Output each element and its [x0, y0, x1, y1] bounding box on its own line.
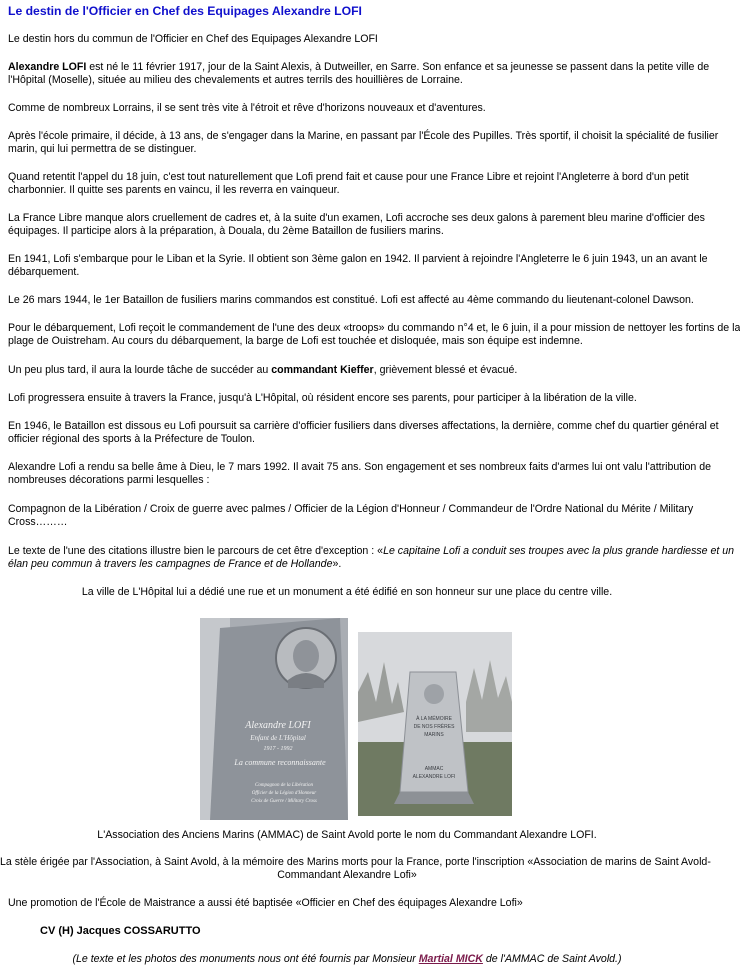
- monument-inscription: Enfant de L'Hôpital: [250, 734, 306, 742]
- monument-photo-ammac: [358, 632, 512, 816]
- paragraph-deces: [8, 461, 712, 487]
- paragraph-text: Un peu plus tard, il aura la lourde tâche de succéder au: [8, 364, 272, 376]
- paragraph-1946: [8, 420, 719, 446]
- paragraph-liberation: Lofi progressera ensuite à travers la France, jusqu'à L'Hôpital, où résident encore ses parents, pour participer à la libération de la ville.: [8, 392, 637, 404]
- paragraph-ammac: L'Association des Anciens Marins (AMMAC) de Saint Avold porte le nom du Commandant Alexandre LOFI.: [97, 829, 597, 841]
- monument-inscription: 1917 - 1992: [263, 746, 293, 752]
- paragraph-text: Compagnon de la Libération / Croix de guerre avec palmes / Officier de la Légion d'Honneur / Commandeur de l'Ordre National du Mérite / Military: [8, 503, 694, 515]
- monument-stele-illustration: [200, 618, 348, 820]
- paragraph-text: Après l'école primaire, il décide, à 13 ans, de s'engager dans la Marine, en passant par l'École des Pupilles. Très sportif, il choisit la spécialité de fusilier: [8, 130, 719, 142]
- paragraph-text: débarquement.: [8, 266, 80, 278]
- name-bold: Alexandre LOFI: [8, 61, 87, 73]
- credit-text: (Le texte et les photos des monuments nous ont été fournis par Monsieur: [72, 953, 419, 965]
- monument-inscription: Croix de Guerre / Military Cross: [251, 799, 317, 804]
- monument-inscription: MARINS: [424, 732, 444, 738]
- paragraph-text: En 1946, le Bataillon est dissous eu Lofi poursuit sa carrière d'officier fusiliers dans diverses affectations, la dernière, comme chef du quartier général et: [8, 420, 719, 432]
- paragraph-1944: Le 26 mars 1944, le 1er Bataillon de fusiliers marins commandos est constitué. Lofi est affecté au 4ème commando du lieutenant-colonel Dawson.: [8, 294, 694, 306]
- paragraph-text: officier régional des sports à la Préfecture de Toulon.: [8, 433, 255, 445]
- intro-paragraph: Le destin hors du commun de l'Officier en Chef des Equipages Alexandre LOFI: [8, 33, 378, 45]
- paragraph-monument: La ville de L'Hôpital lui a dédié une rue et un monument a été édifié en son honneur sur une place du centre ville.: [81, 586, 613, 598]
- paragraph-text: , grièvement blessé et évacué.: [373, 364, 518, 376]
- paragraph-text: La France Libre manque alors cruellement de cadres et, à la suite d'un examen, Lofi accroche ses deux galons à parement bleu marine d'officier des: [8, 212, 705, 224]
- kieffer-bold: commandant Kieffer: [271, 364, 374, 376]
- paragraph-text: ».: [332, 558, 342, 570]
- paragraph-france-libre: [8, 212, 705, 238]
- paragraph-1941: [8, 253, 708, 279]
- paragraph-text: Quand retentit l'appel du 18 juin, c'est tout naturellement que Lofi prend fait et cause pour une France Libre et rejoint l'Angleterre à bord d'un petit: [8, 171, 689, 183]
- page-title: Le destin de l'Officier en Chef des Equipages Alexandre LOFI: [8, 4, 362, 18]
- paragraph-text: est né le 11 février 1917, jour de la Saint Alexis, à Dutweiller, en Sarre. Son enfance et sa jeunesse se passent dans la petite ville de: [86, 61, 710, 73]
- paragraph-text: plage de Ouistreham. Au cours du débarquement, la barge de Lofi est touchée et disloquée, mais son équipe est indemne.: [8, 335, 583, 347]
- monument-inscription: À LA MÉMOIRE: [416, 716, 452, 722]
- paragraph-text: La stèle érigée par l'Association, à Saint Avold, à la mémoire des Marins morts pour la France, porte l'inscription «Association de marins de Saint Avold-: [0, 856, 711, 868]
- ammac-stele-illustration: [358, 632, 512, 816]
- paragraph-stele: [0, 856, 711, 882]
- paragraph-lorrains: Comme de nombreux Lorrains, il se sent très vite à l'étroit et rêve d'horizons nouveaux et d'aventures.: [8, 102, 486, 114]
- paragraph-decorations: [8, 503, 698, 529]
- citation-italic: élan peu commun à travers les campagnes de France et de Hollande: [8, 558, 333, 570]
- paragraph-text: Cross………: [8, 516, 68, 528]
- martial-mick-link[interactable]: Martial MICK: [418, 953, 483, 965]
- monument-photo-lofi: [200, 618, 348, 820]
- paragraph-text: équipages. Il participe alors à la préparation, à Douala, du 2ème Bataillon de fusiliers marins.: [8, 225, 444, 237]
- monument-inscription: DE NOS FRÈRES: [413, 724, 455, 730]
- credit-text: de l'AMMAC de Saint Avold.): [482, 953, 622, 965]
- monument-inscription: ALEXANDRE LOFI: [412, 774, 456, 780]
- paragraph-text: En 1941, Lofi s'embarque pour le Liban et la Syrie. Il obtient son 3ème galon en 1942. Il parvient à rejoindre l'Angleterre le 6 juin 1943, un an avant le: [8, 253, 708, 265]
- paragraph-debarquement: [8, 322, 740, 348]
- credit-line: [0, 953, 694, 966]
- paragraph-text: marin, qui lui permettra de se distinguer.: [8, 143, 197, 155]
- paragraph-text: Pour le débarquement, Lofi reçoit le commandement de l'une des deux «troops» du commando n°4 et, le 6 juin, il a pour mission de nettoyer les fortins de la: [8, 322, 740, 334]
- paragraph-appel: [8, 171, 698, 197]
- monument-inscription: AMMAC: [424, 766, 444, 772]
- author-signature: CV (H) Jacques COSSARUTTO: [40, 925, 201, 937]
- paragraph-text: l'Hôpital (Moselle), située au milieu des chevalements et autres terrils des houillières de Lorraine.: [8, 74, 463, 86]
- paragraph-text: Le texte de l'une des citations illustre bien le parcours de cet être d'exception : «: [8, 545, 384, 557]
- monument-inscription: Alexandre LOFI: [245, 720, 311, 731]
- paragraph-marine: [8, 130, 719, 156]
- paragraph-text: Alexandre Lofi a rendu sa belle âme à Dieu, le 7 mars 1992. Il avait 75 ans. Son engagement et ses nombreux faits d'armes lui ont valu l'attribution de: [8, 461, 712, 473]
- paragraph-birth: [8, 61, 710, 87]
- monument-inscription: Compagnon de la Libération: [255, 783, 313, 788]
- paragraph-citation: [8, 545, 735, 571]
- paragraph-text: charbonnier. Il quitte ses parents en vaincu, il les reverra en vainqueur.: [8, 184, 340, 196]
- paragraph-text: Commandant Alexandre Lofi»: [277, 869, 417, 881]
- paragraph-kieffer: [8, 364, 698, 377]
- monument-inscription: Officier de la Légion d'Honneur: [251, 791, 317, 796]
- paragraph-maistrance: Une promotion de l'École de Maistrance a aussi été baptisée «Officier en Chef des équipages Alexandre Lofi»: [8, 897, 523, 909]
- citation-italic: Le capitaine Lofi a conduit ses troupes avec la plus grande hardiesse et un: [383, 545, 735, 557]
- paragraph-text: nombreuses décorations parmi lesquelles :: [8, 474, 210, 486]
- monument-inscription: La commune reconnaissante: [234, 758, 326, 767]
